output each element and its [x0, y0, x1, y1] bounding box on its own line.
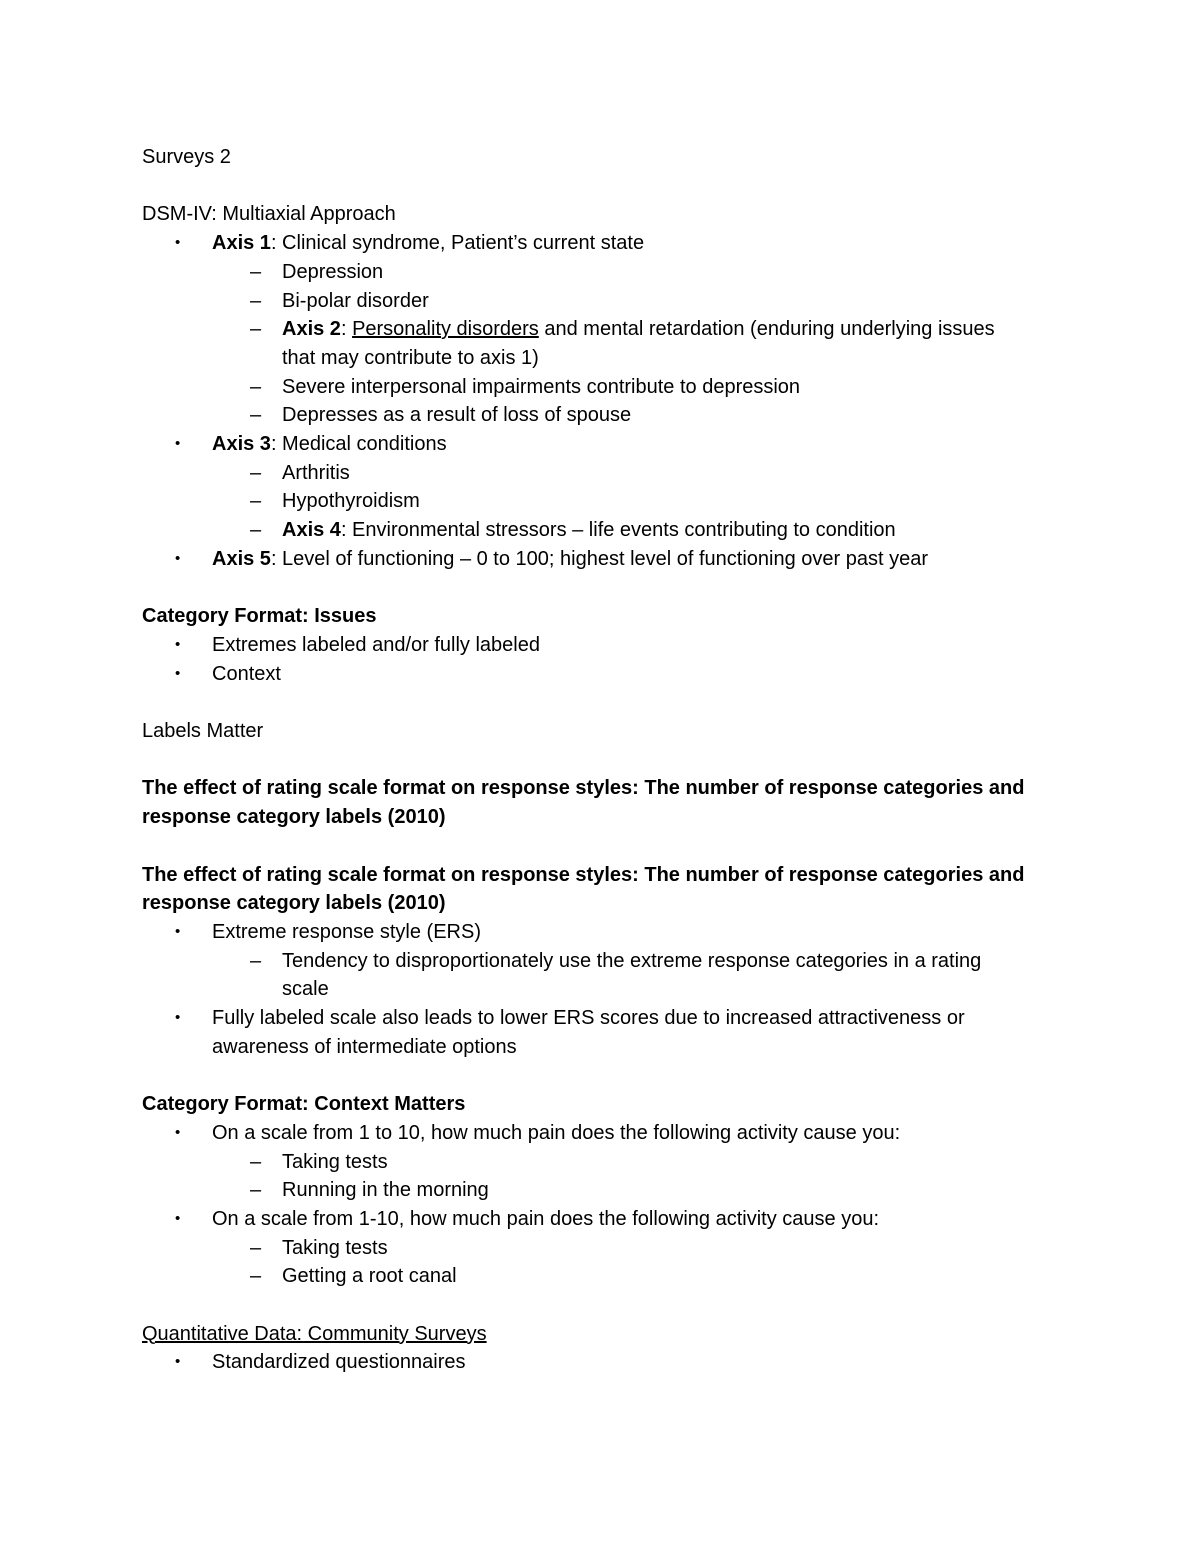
subitem-text: Depresses as a result of loss of spouse: [282, 404, 632, 427]
axis-text: : Environmental stressors – life events contributing to condition: [340, 519, 896, 542]
item-text: On a scale from 1-10, how much pain does the following activity cause you:: [212, 1207, 880, 1230]
dash-icon: –: [250, 461, 262, 484]
section-heading: Category Format: Context Matters: [142, 1093, 466, 1116]
item-text: Extreme response style (ERS): [212, 920, 481, 943]
item-text: Extremes labeled and/or fully labeled: [212, 633, 540, 656]
subitem-text: Taking tests: [282, 1236, 388, 1259]
article-heading-continuation: response category labels (2010): [142, 892, 446, 915]
subitem-text: Running in the morning: [282, 1179, 489, 1202]
dash-icon: –: [250, 1150, 262, 1173]
list-item: [142, 660, 1062, 689]
item-text: Fully labeled scale also leads to lower ERS scores due to increased attractiveness or: [212, 1007, 965, 1030]
axis-text: : Level of functioning – 0 to 100; highest level of functioning over past year: [270, 547, 929, 570]
article-heading-continuation: response category labels (2010): [142, 806, 446, 829]
list-item: [142, 1119, 1062, 1148]
dash-icon: –: [250, 1179, 262, 1202]
underlined-term: Personality disorders: [352, 318, 539, 341]
bullet-icon: •: [175, 549, 181, 567]
bullet-icon: •: [175, 234, 181, 252]
article-heading: The effect of rating scale format on response styles: The number of response categories and: [142, 777, 1025, 800]
bullet-icon: •: [175, 1123, 181, 1141]
axis-label: Axis 3: [212, 433, 271, 456]
bullet-icon: •: [175, 922, 181, 940]
bullet-icon: •: [175, 435, 181, 453]
dash-icon: –: [250, 490, 262, 513]
list-subitem: [142, 287, 1062, 316]
list-subitem: [142, 315, 1062, 344]
list-subitem: [142, 1176, 1062, 1205]
list-item: [142, 918, 1062, 947]
subitem-text: Hypothyroidism: [282, 490, 420, 513]
list-subitem: [142, 487, 1062, 516]
list-item: [142, 545, 1062, 574]
axis-label: Axis 1: [212, 232, 271, 255]
bullet-icon: •: [175, 664, 181, 682]
subitem-text: Getting a root canal: [282, 1265, 457, 1288]
dash-icon: –: [250, 949, 262, 972]
list-subitem: [142, 373, 1062, 402]
subitem-text: Severe interpersonal impairments contribute to depression: [282, 375, 801, 398]
subitem-text: Tendency to disproportionately use the extreme response categories in a rating: [282, 949, 982, 972]
dash-icon: –: [250, 318, 262, 341]
subitem-text: Bi-polar disorder: [282, 289, 429, 312]
section-heading: Category Format: Issues: [142, 605, 377, 628]
document-page: [142, 143, 1062, 1377]
dash-icon: –: [250, 519, 262, 542]
axis-label: Axis 2: [282, 318, 341, 341]
list-item: [142, 1348, 1062, 1377]
list-subitem: [142, 258, 1062, 287]
document-title: Surveys 2: [142, 146, 231, 168]
dash-icon: –: [250, 289, 262, 312]
bullet-icon: •: [175, 1009, 181, 1027]
subitem-text: Taking tests: [282, 1150, 388, 1173]
axis-text: and mental retardation (enduring underlying issues: [538, 318, 995, 341]
axis-label: Axis 5: [212, 547, 271, 570]
subitem-text: Depression: [282, 260, 384, 283]
item-text: Context: [212, 662, 281, 685]
axis-text: : Medical conditions: [270, 433, 447, 456]
bullet-icon: •: [175, 1209, 181, 1227]
list-item: [142, 1004, 1062, 1033]
list-item-continuation: awareness of intermediate options: [212, 1035, 517, 1058]
item-text: Standardized questionnaires: [212, 1351, 466, 1374]
article-heading: The effect of rating scale format on response styles: The number of response categories and: [142, 863, 1025, 886]
list-subitem-continuation: scale: [282, 978, 329, 1001]
list-subitem: [142, 947, 1062, 976]
dash-icon: –: [250, 1236, 262, 1259]
list-subitem: [142, 1234, 1062, 1263]
dash-icon: –: [250, 375, 262, 398]
list-item: [142, 229, 1062, 258]
bullet-icon: •: [175, 1353, 181, 1371]
list-subitem: [142, 1148, 1062, 1177]
axis-text: : Clinical syndrome, Patient’s current state: [270, 232, 645, 255]
list-subitem: [142, 1262, 1062, 1291]
list-item: [142, 631, 1062, 660]
dash-icon: –: [250, 1265, 262, 1288]
axis-colon: :: [340, 318, 353, 341]
list-subitem: [142, 516, 1062, 545]
list-subitem-continuation: that may contribute to axis 1): [282, 346, 539, 369]
dsm-heading: DSM-IV: Multiaxial Approach: [142, 203, 396, 226]
list-subitem: [142, 401, 1062, 430]
list-item: [142, 430, 1062, 459]
axis-label: Axis 4: [282, 519, 341, 542]
subitem-text: Arthritis: [282, 461, 350, 484]
list-item: [142, 1205, 1062, 1234]
item-text: On a scale from 1 to 10, how much pain does the following activity cause you:: [212, 1121, 901, 1144]
section-heading: Labels Matter: [142, 720, 264, 743]
list-subitem: [142, 459, 1062, 488]
section-heading: Quantitative Data: Community Surveys: [142, 1322, 487, 1345]
dash-icon: –: [250, 260, 262, 283]
bullet-icon: •: [175, 635, 181, 653]
dash-icon: –: [250, 404, 262, 427]
